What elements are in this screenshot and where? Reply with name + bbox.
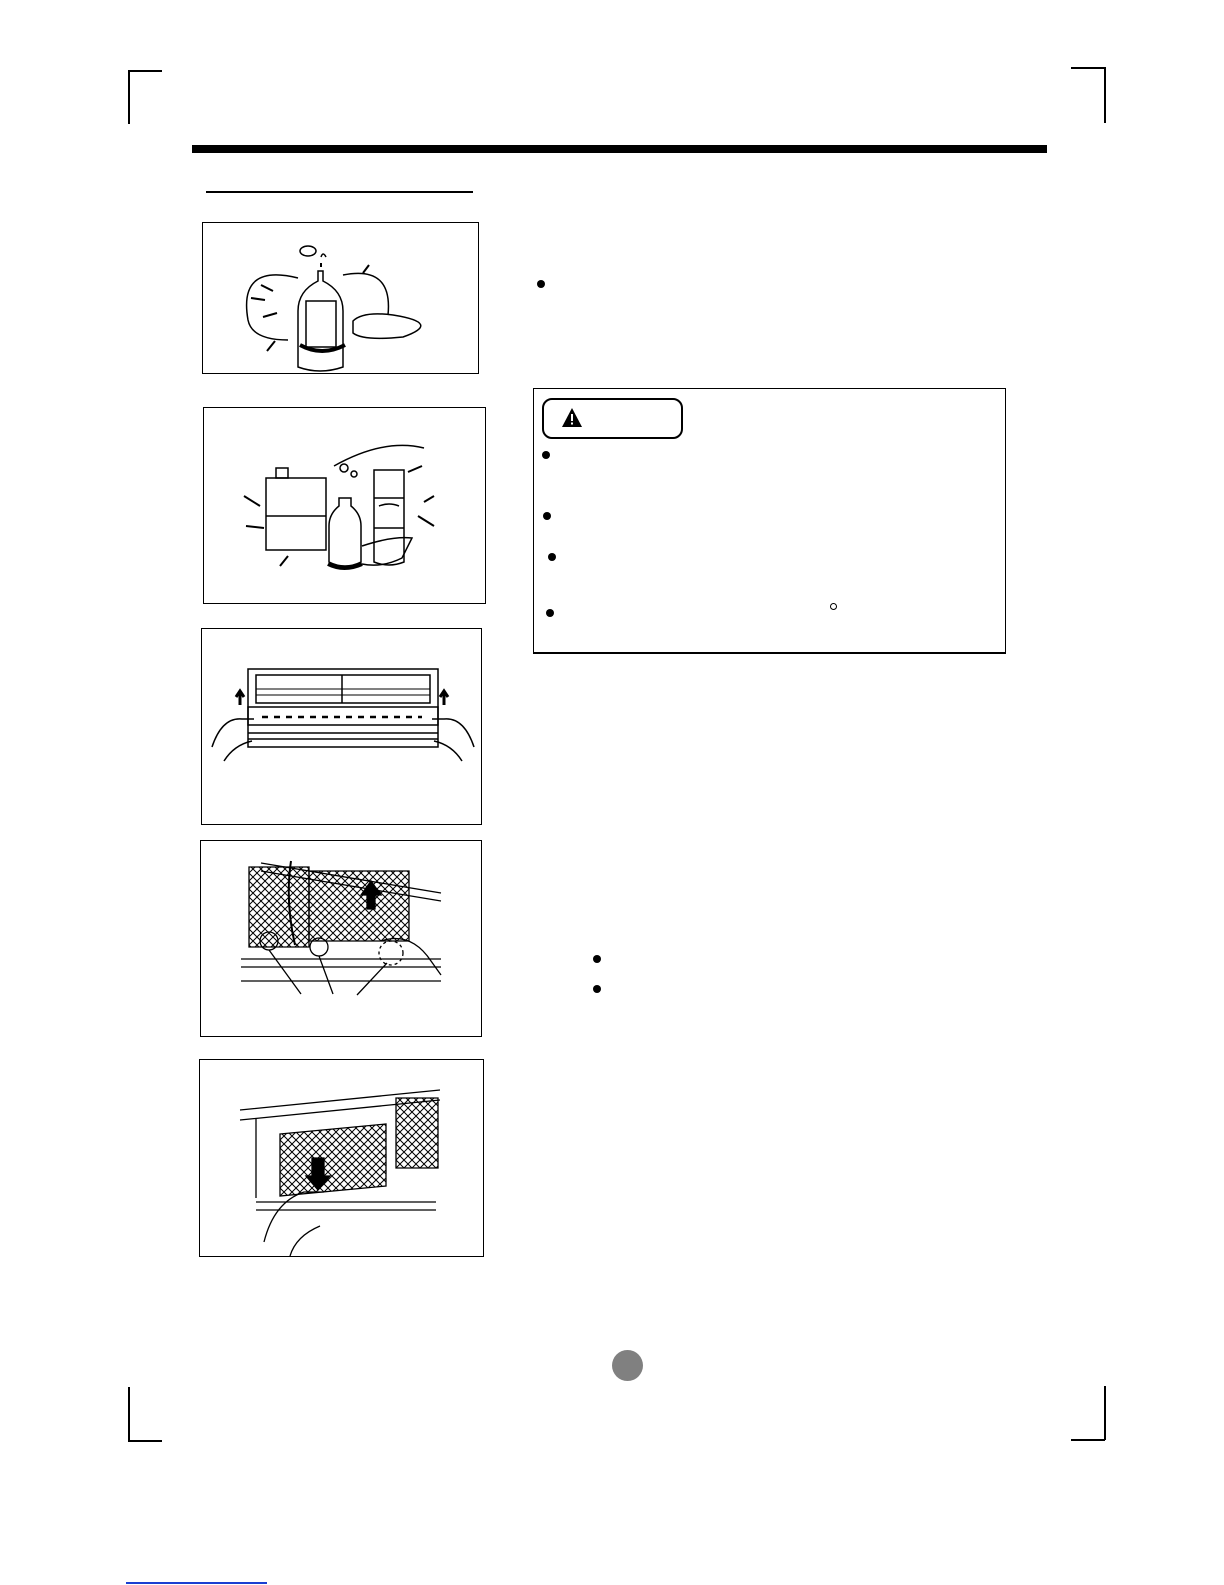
crop-mark-top-right-v: [1104, 67, 1106, 123]
page-number-badge: [612, 1350, 643, 1381]
crop-mark-top-right-h: [1071, 67, 1105, 69]
section-title: [206, 168, 473, 188]
crop-mark-bottom-left-h: [128, 1440, 162, 1442]
list-bullet: [537, 280, 545, 288]
cleaning-products-figure: [203, 407, 486, 604]
list-bullet: [593, 985, 601, 993]
caution-bullet: [542, 451, 550, 459]
bottle-chemical-figure: [202, 222, 479, 374]
pull-filter-down-figure: [199, 1059, 484, 1257]
crop-mark-top-left-h: [128, 70, 162, 72]
header-rule: [192, 145, 1047, 153]
caution-bullet: [546, 609, 554, 617]
caution-bullet: [548, 553, 556, 561]
section-title-underline: [206, 191, 473, 193]
crop-mark-top-left-v: [128, 70, 130, 124]
remove-filter-up-figure: [200, 840, 482, 1037]
degree-symbol: [830, 603, 837, 610]
caution-label-pill: [542, 398, 683, 439]
caution-bullet: [543, 512, 551, 520]
footer-link-underline: [126, 1582, 267, 1584]
caution-box: [533, 388, 1006, 654]
crop-mark-bottom-left-v: [128, 1387, 130, 1441]
crop-mark-bottom-right-h: [1071, 1439, 1105, 1441]
lift-front-panel-figure: [201, 628, 482, 825]
warning-triangle-icon: [561, 407, 583, 429]
list-bullet: [593, 955, 601, 963]
crop-mark-bottom-right-v: [1104, 1386, 1106, 1440]
